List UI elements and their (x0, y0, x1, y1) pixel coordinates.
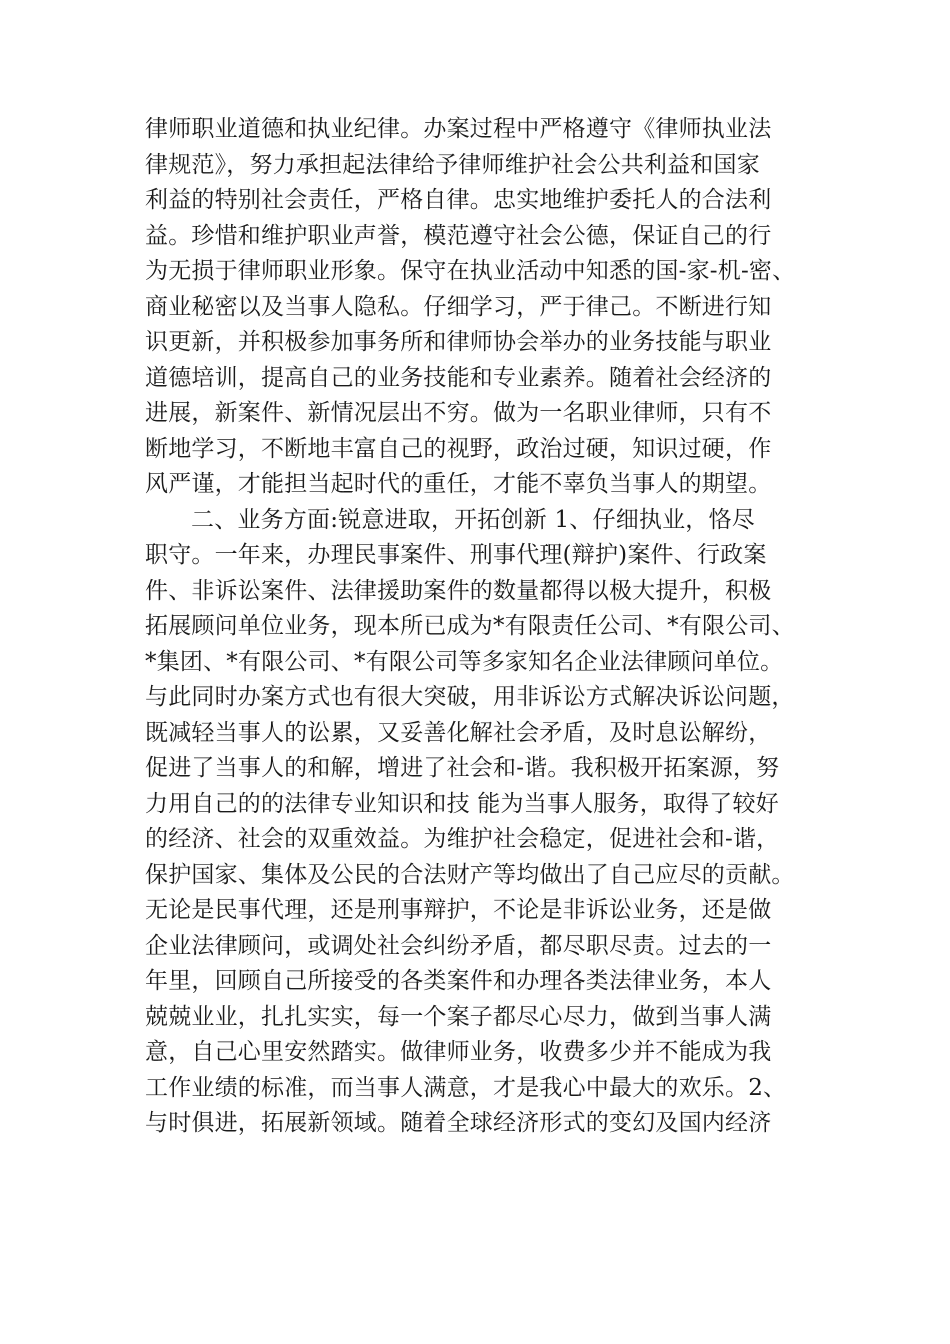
text-line: 工作业绩的标准，而当事人满意，才是我心中最大的欢乐。2、 (145, 1074, 787, 1101)
text-line: 兢兢业业，扎扎实实，每一个案子都尽心尽力，做到当事人满 (145, 1003, 772, 1030)
text-line: 无论是民事代理，还是刑事辩护，不论是非诉讼业务，还是做 (145, 897, 772, 923)
text-line: 识更新，并积极参加事务所和律师协会举办的业务技能与职业 (145, 329, 772, 355)
text-line: 律师职业道德和执业纪律。办案过程中严格遵守《律师执业法 (145, 116, 772, 142)
text-line: 进展，新案件、新情况层出不穷。做为一名职业律师，只有不 (145, 400, 772, 426)
text-line: 利益的特别社会责任，严格自律。忠实地维护委托人的合法利 (145, 187, 772, 213)
text-line: 件、非诉讼案件、法律援助案件的数量都得以极大提升，积极 (145, 577, 772, 604)
body-text (145, 112, 835, 1142)
text-line: 风严谨，才能担当起时代的重任，才能不辜负当事人的期望。 (145, 471, 772, 497)
text-line: 职守。一年来，办理民事案件、刑事代理(辩护)案件、行政案 (145, 542, 767, 568)
text-line: 道德培训，提高自己的业务技能和专业素养。随着社会经济的 (145, 364, 772, 391)
text-line: *集团、*有限公司、*有限公司等多家知名企业法律顾问单位。 (145, 648, 784, 675)
section-heading-line: 二、业务方面:锐意进取，开拓创新 1、仔细执业，恪尽 (191, 506, 755, 533)
text-line: 与此同时办案方式也有很大突破，用非诉讼方式解决诉讼问题， (145, 684, 795, 710)
text-line: 与时俱进，拓展新领域。随着全球经济形式的变幻及国内经济 (145, 1110, 772, 1136)
text-line: 力用自己的的法律专业知识和技 能为当事人服务，取得了较好 (145, 790, 779, 817)
text-line: 企业法律顾问，或调处社会纠纷矛盾，都尽职尽责。过去的一 (145, 932, 772, 959)
text-line: 的经济、社会的双重效益。为维护社会稳定，促进社会和-谐， (145, 826, 780, 852)
text-line: 拓展顾问单位业务，现本所已成为*有限责任公司、*有限公司、 (145, 613, 795, 639)
text-line: 律规范》，努力承担起法律给予律师维护社会公共利益和国家 (145, 151, 760, 178)
text-line: 为无损于律师职业形象。保守在执业活动中知悉的国-家-机-密、 (145, 258, 796, 284)
text-line: 商业秘密以及当事人隐私。仔细学习，严于律己。不断进行知 (145, 293, 772, 320)
text-line: 年里，回顾自己所接受的各类案件和办理各类法律业务，本人 (145, 968, 772, 994)
text-line: 断地学习，不断地丰富自己的视野，政治过硬，知识过硬，作 (145, 435, 772, 462)
text-line: 保护国家、集体及公民的合法财产等均做出了自己应尽的贡献。 (145, 861, 795, 888)
text-line: 意，自己心里安然踏实。做律师业务，收费多少并不能成为我 (145, 1039, 772, 1065)
text-line: 益。珍惜和维护职业声誉，模范遵守社会公德，保证自己的行 (145, 222, 772, 249)
text-line: 促进了当事人的和解，增进了社会和-谐。我积极开拓案源，努 (145, 755, 780, 781)
text-line: 既减轻当事人的讼累，又妥善化解社会矛盾，及时息讼解纷， (145, 719, 772, 746)
